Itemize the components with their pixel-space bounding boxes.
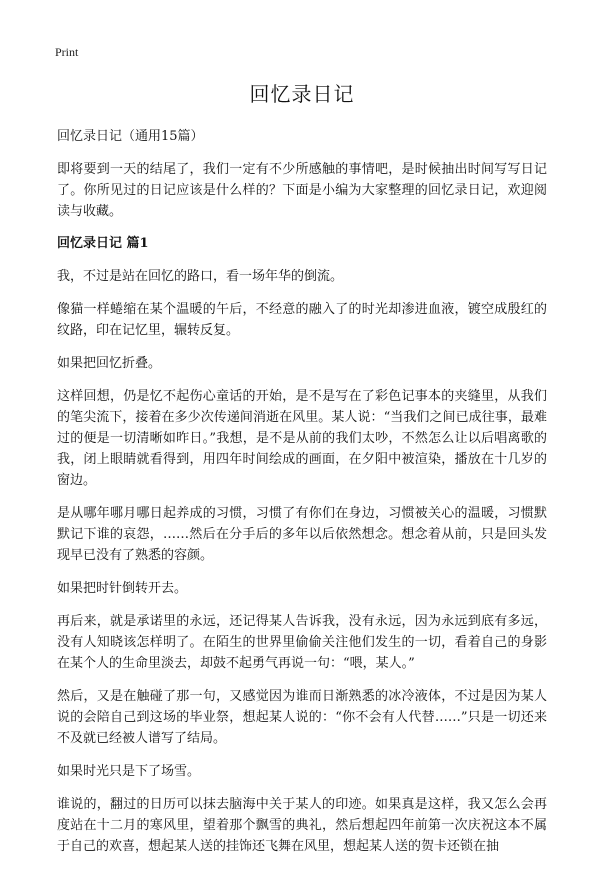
- document-subtitle: 回忆录日记（通用15篇）: [57, 129, 204, 144]
- intro-paragraph: 即将要到一天的结尾了，我们一定有不少所感触的事情吧，是时候抽出时间写写日记了。你所见过的日记应该是什么样的？下面是小编为大家整理的回忆录日记，欢迎阅读与收藏。: [57, 162, 547, 219]
- body-paragraph: 是从哪年哪月哪日起养成的习惯，习惯了有你们在身边，习惯被关心的温暖，习惯默默记下谁的哀怨，……然后在分手后的多年以后依然想念。想念着从前，只是回头发现早已没有了熟悉的容颜。: [57, 506, 547, 563]
- body-paragraph: 再后来，就是承诺里的永远，还记得某人告诉我，没有永远，因为永远到底有多远，没有人知晓该怎样明了。在陌生的世界里偷偷关注他们发生的一切，看着自己的身影在某个人的生命里淡去，却鼓不起勇气再说一句：“喂，某人。”: [57, 614, 547, 671]
- body-paragraph: 这样回想，仍是忆不起伤心童话的开始，是不是写在了彩色记事本的夹缝里，从我们的笔尖流下，接着在多少次传递间消逝在风里。某人说：“当我们之间已成往事，最难过的便是一切清晰如昨日。”我想，是不是从前的我们太吵，不然怎么让以后唱离歌的我，闭上眼睛就看得到，用四年时间绘成的画面，在夕阳中被渲染，播放在十几岁的窗边。: [57, 389, 547, 488]
- page-title: 回忆录日记: [249, 82, 355, 106]
- body-paragraph: 谁说的，翻过的日历可以抹去脑海中关于某人的印迹。如果真是这样，我又怎么会再度站在十二月的寒风里，望着那个飘雪的典礼，然后想起四年前第一次庆祝这本不属于自己的欢喜，想起某人送的挂饰还飞舞在风里，想起某人送的贺卡还锁在抽: [57, 797, 547, 854]
- body-paragraph: 我，不过是站在回忆的路口，看一场年华的倒流。: [57, 269, 344, 284]
- body-paragraph: 然后，又是在触碰了那一句，又感觉因为谁而日渐熟悉的冰冷液体，不过是因为某人说的会陪自己到这场的毕业祭，想起某人说的：“你不会有人代替……”只是一切还来不及就已经被人谱写了结局。: [57, 689, 547, 746]
- body-paragraph: 像猫一样蜷缩在某个温暖的午后，不经意的融入了的时光却渗进血液，镀空成殷红的纹路，印在记忆里，辗转反复。: [57, 302, 547, 338]
- print-link[interactable]: Print: [55, 45, 79, 59]
- document-body: [57, 78, 547, 869]
- body-paragraph: 如果把时针倒转开去。: [57, 581, 188, 596]
- body-paragraph: 如果把回忆折叠。: [57, 356, 162, 371]
- body-paragraph: 如果时光只是下了场雪。: [57, 764, 201, 779]
- section-heading: 回忆录日记 篇1: [57, 236, 149, 251]
